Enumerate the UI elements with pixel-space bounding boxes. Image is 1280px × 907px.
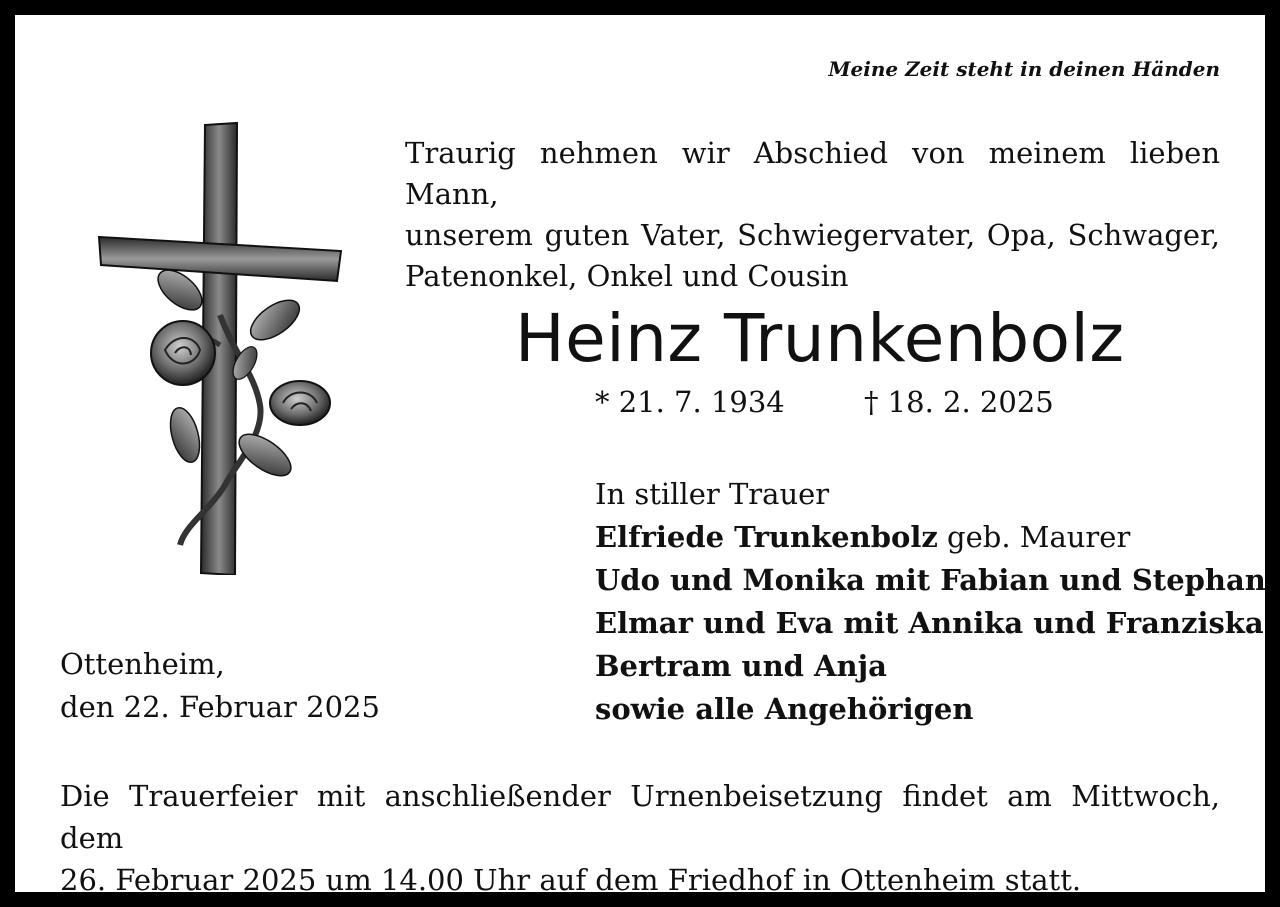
cross-with-roses-icon (85, 105, 345, 575)
spouse-name: Elfriede Trunkenbolz (595, 520, 938, 554)
mourner-line: sowie alle Angehörigen (595, 692, 974, 726)
deceased-name: Heinz Trunkenbolz (515, 300, 1125, 377)
place-date-line: den 22. Februar 2025 (60, 690, 380, 724)
intro-line: unserem guten Vater, Schwiegervater, Opa, Schwager, (405, 218, 1220, 252)
place-date (60, 643, 380, 729)
obituary-notice (15, 15, 1266, 897)
mourner-line: Bertram und Anja (595, 649, 887, 683)
mourner-line: Elmar und Eva mit Annika und Franziska (595, 606, 1264, 640)
funeral-line: 26. Februar 2025 um 14.00 Uhr auf dem Friedhof in Ottenheim statt. (60, 863, 1082, 897)
mourner-line: Udo und Monika mit Fabian und Stephan (595, 563, 1266, 597)
intro-line: Patenonkel, Onkel und Cousin (405, 259, 849, 293)
birth-date: * 21. 7. 1934 (595, 385, 785, 419)
intro-line: Traurig nehmen wir Abschied von meinem lieben Mann, (405, 136, 1220, 211)
spouse-maiden-name: geb. Maurer (937, 520, 1131, 554)
place-town: Ottenheim, (60, 647, 225, 681)
motto: Meine Zeit steht in deinen Händen (828, 57, 1220, 81)
life-dates (595, 385, 1054, 419)
funeral-info (60, 775, 1220, 901)
mourner-spouse (595, 516, 1266, 559)
death-date: † 18. 2. 2025 (863, 385, 1054, 419)
mourners-heading: In stiller Trauer (595, 477, 830, 511)
intro-text (405, 133, 1220, 297)
mourners-list (595, 473, 1266, 731)
funeral-line: Die Trauerfeier mit anschließender Urnenbeisetzung findet am Mittwoch, dem (60, 779, 1220, 855)
